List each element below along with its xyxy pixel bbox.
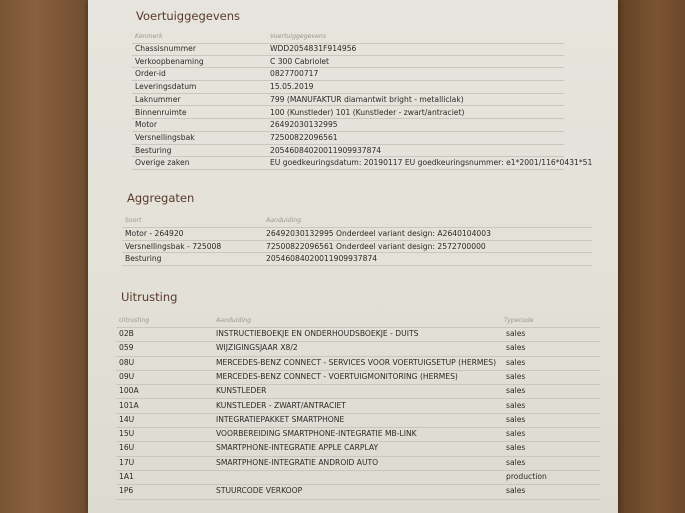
equipment-row-description: KUNSTLEDER - ZWART/ANTRACIET (216, 400, 346, 410)
aggregate-row (122, 228, 592, 241)
equipment-row (116, 485, 600, 499)
equipment-row-code: 16U (119, 443, 135, 453)
equipment-row-description: WIJZIGINGSJAAR X8/2 (216, 343, 298, 353)
aggregate-row-designation: 26492030132995 Onderdeel variant design: A2640104003 (266, 229, 491, 238)
aggregates-section-title: Aggregaten (127, 191, 195, 205)
vehicle-row-label: Order-id (135, 69, 166, 79)
aggregates-header-type: Soort (125, 217, 142, 224)
vehicle-row-label: Verkoopbenaming (135, 56, 204, 66)
equipment-header-code: Uitrusting (119, 317, 150, 324)
vehicle-row-value: WDD2054831F914956 (270, 44, 357, 53)
equipment-row-code: 100A (119, 386, 139, 396)
equipment-row-typecode: sales (506, 400, 526, 410)
equipment-row (116, 371, 600, 385)
equipment-row-description: KUNSTLEDER (216, 386, 267, 396)
equipment-row-typecode: sales (506, 329, 526, 338)
equipment-row-description: INSTRUCTIEBOEKJE EN ONDERHOUDSBOEKJE - DUITS (216, 329, 419, 338)
vehicle-row-value: C 300 Cabriolet (270, 56, 330, 66)
equipment-row (116, 400, 600, 414)
wood-table-right (615, 0, 685, 513)
equipment-row (116, 357, 600, 371)
equipment-row-code: 02B (119, 329, 134, 338)
vehicle-row-value: 20546084020011909937874 (270, 145, 382, 155)
vehicle-row-label: Chassisnummer (135, 44, 196, 53)
equipment-row-code: 059 (119, 343, 134, 353)
equipment-row-code: 1P6 (119, 486, 134, 496)
vehicle-row-value: 26492030132995 (270, 120, 338, 130)
vehicle-row-value: 799 (MANUFAKTUR diamantwit bright - metalliclak) (270, 94, 464, 104)
vehicle-row (132, 43, 564, 56)
vehicle-row-label: Overige zaken (135, 158, 190, 168)
aggregate-row-type: Motor - 264920 (125, 229, 184, 238)
aggregates-table-header (122, 214, 592, 228)
equipment-row-typecode: sales (506, 443, 526, 453)
equipment-row-typecode: sales (506, 371, 526, 381)
equipment-row-typecode: sales (506, 343, 526, 353)
vehicle-row-value: 72500822096561 (270, 132, 338, 142)
vehicle-header-value: Voertuiggegevens (270, 33, 327, 40)
equipment-row-description: VOORBEREIDING SMARTPHONE-INTEGRATIE MB-LINK (216, 429, 417, 439)
vehicle-row-value: 100 (Kunstleder) 101 (Kunstleder - zwart/antraciet) (270, 107, 465, 117)
vehicle-section-title: Voertuiggegevens (136, 9, 241, 23)
vehicle-row-value: 15.05.2019 (270, 82, 314, 92)
aggregate-row (122, 241, 592, 254)
vehicle-row (132, 107, 564, 120)
vehicle-row-value: 0827700717 (270, 69, 319, 79)
vehicle-header-attribute: Kenmerk (135, 33, 163, 40)
equipment-row (116, 471, 600, 485)
vehicle-row (132, 94, 564, 107)
vehicle-row (132, 119, 564, 132)
equipment-row-typecode: sales (506, 414, 526, 424)
equipment-row (116, 414, 600, 428)
vehicle-row (132, 145, 564, 158)
equipment-table-header (116, 314, 600, 328)
equipment-row-code: 1A1 (119, 472, 134, 481)
vehicle-row (132, 56, 564, 69)
equipment-row (116, 457, 600, 471)
vehicle-row-label: Binnenruimte (135, 107, 187, 117)
vehicle-row-label: Leveringsdatum (135, 82, 197, 92)
equipment-row-code: 09U (119, 371, 135, 381)
equipment-row-description: MERCEDES-BENZ CONNECT - SERVICES VOOR VOERTUIGSETUP (HERMES) (216, 357, 497, 367)
equipment-section-title: Uitrusting (121, 290, 178, 304)
equipment-row (116, 328, 600, 342)
aggregate-row-designation: 20546084020011909937874 (266, 254, 378, 263)
equipment-row-description: STUURCODE VERKOOP (216, 486, 303, 496)
aggregate-row-type: Versnellingsbak - 725008 (125, 241, 222, 251)
equipment-row-typecode: sales (506, 457, 526, 467)
vehicle-row (132, 157, 593, 170)
aggregate-row-type: Besturing (125, 254, 162, 263)
vehicle-row (132, 68, 564, 81)
equipment-header-description: Aanduiding (216, 317, 252, 324)
vehicle-row-value: EU goedkeuringsdatum: 20190117 EU goedkeuringsnummer: e1*2001/116*0431*51 (270, 158, 593, 168)
equipment-row-description: MERCEDES-BENZ CONNECT - VOERTUIGMONITORING (HERMES) (216, 371, 458, 381)
equipment-row-typecode: sales (506, 429, 526, 439)
equipment-row (116, 428, 600, 442)
vehicle-row (132, 81, 564, 94)
equipment-row-typecode: production (506, 472, 547, 481)
equipment-row-description: SMARTPHONE-INTEGRATIE ANDROID AUTO (216, 457, 379, 467)
equipment-row-code: 17U (119, 457, 135, 467)
vehicle-row-label: Versnellingsbak (135, 132, 195, 142)
equipment-row-code: 15U (119, 429, 135, 439)
vehicle-row (132, 132, 564, 145)
document-page (88, 0, 618, 513)
equipment-row-code: 08U (119, 357, 135, 367)
equipment-row (116, 342, 600, 356)
equipment-row-code: 14U (119, 414, 135, 424)
equipment-row (116, 442, 600, 456)
aggregate-row (122, 253, 592, 266)
equipment-row-description: SMARTPHONE-INTEGRATIE APPLE CARPLAY (216, 443, 379, 453)
equipment-row-code: 101A (119, 400, 139, 410)
equipment-row (116, 385, 600, 399)
equipment-row-description: INTEGRATIEPAKKET SMARTPHONE (216, 414, 345, 424)
aggregates-header-designation: Aanduiding (266, 217, 302, 224)
equipment-row-typecode: sales (506, 357, 526, 367)
vehicle-table-header (132, 30, 564, 44)
vehicle-row-label: Motor (135, 120, 157, 130)
wood-table-left (0, 0, 90, 513)
aggregate-row-designation: 72500822096561 Onderdeel variant design: 2572700000 (266, 241, 486, 251)
equipment-header-typecode: Typecode (504, 317, 534, 324)
equipment-row-typecode: sales (506, 386, 526, 396)
vehicle-row-label: Besturing (135, 145, 172, 155)
equipment-row-typecode: sales (506, 486, 526, 496)
vehicle-row-label: Laknummer (135, 94, 181, 104)
